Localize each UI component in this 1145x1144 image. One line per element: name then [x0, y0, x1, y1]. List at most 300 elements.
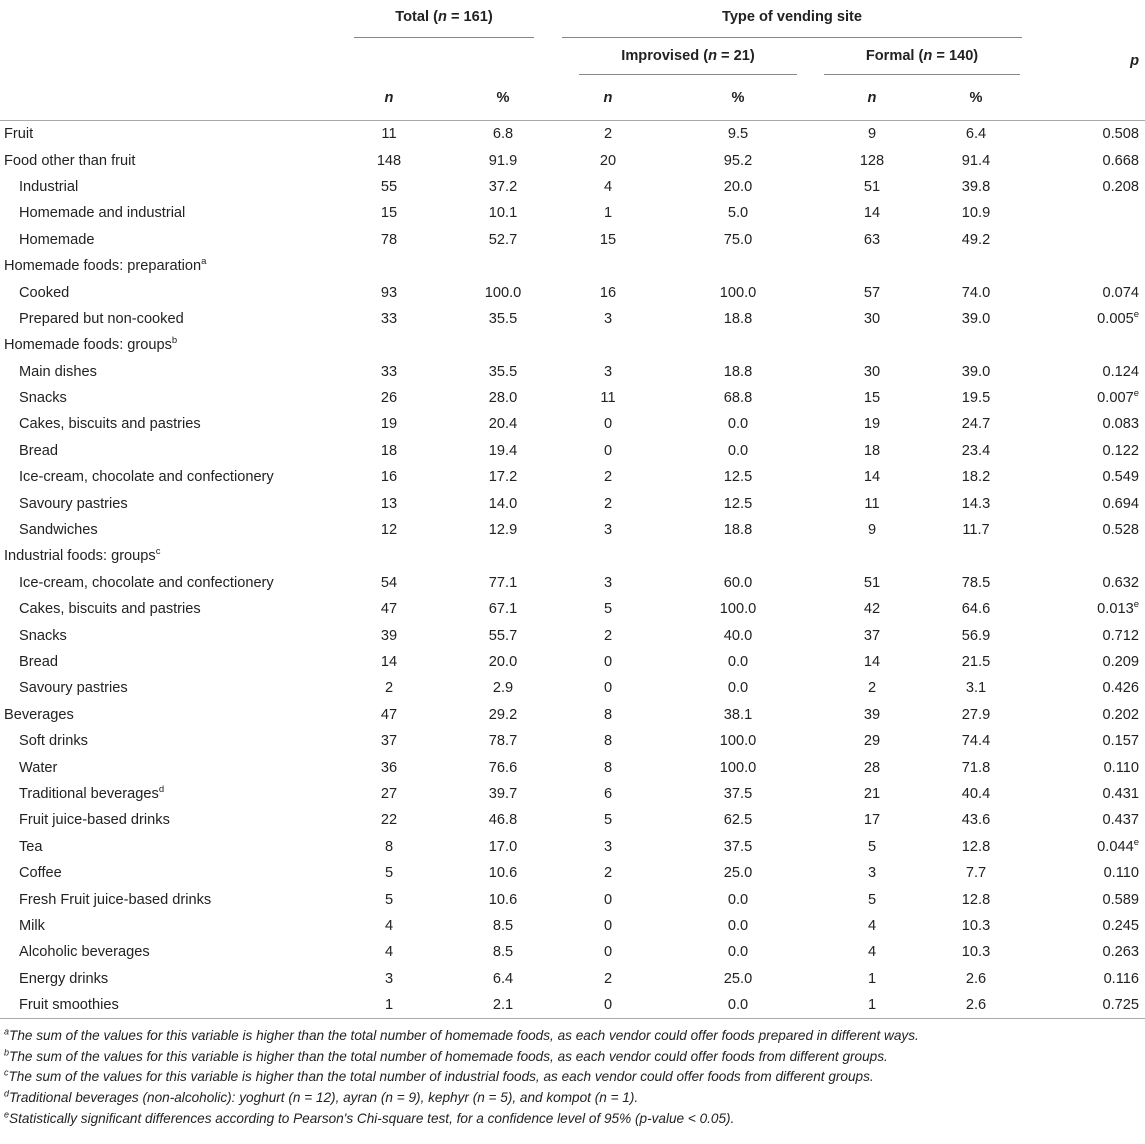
cell-improvised-pct: 62.5	[723, 812, 753, 829]
cell-improvised-pct: 5.0	[727, 205, 749, 222]
cell-improvised-n: 2	[603, 970, 613, 987]
cell-improvised-pct: 68.8	[723, 390, 753, 407]
row-label: Fruit	[4, 126, 34, 143]
cell-formal-pct: 39.0	[961, 310, 991, 327]
cell-p-value: 0.549	[1102, 469, 1139, 486]
footnote: $^c$The sum of the values for this variable is higher than the total number of industrial foods, as each vendor could offer foods from different groups.	[4, 1067, 874, 1085]
cell-formal-pct: 39.8	[961, 178, 991, 195]
cell-improvised-n: 2	[603, 126, 613, 143]
cell-improvised-pct: 100.0	[719, 284, 757, 301]
cell-formal-pct: 71.8	[961, 759, 991, 776]
cell-improvised-n: 0	[603, 944, 613, 961]
footnote: $^b$The sum of the values for this variable is higher than the total number of homemade foods, as each vendor could offer foods from different groups.	[4, 1047, 888, 1064]
cell-improvised-pct: 95.2	[723, 152, 753, 169]
table-row	[0, 411, 1145, 437]
row-label: Homemade foods: preparation$^a$	[4, 256, 207, 275]
table-row	[0, 781, 1145, 807]
cell-total-n: 47	[380, 601, 398, 618]
table-row	[0, 332, 1145, 358]
cell-improvised-pct: 0.0	[727, 680, 749, 697]
cell-total-pct	[448, 332, 558, 358]
footnote: $^a$The sum of the values for this variable is higher than the total number of homemade foods, as each vendor could offer foods prepared in different ways.	[4, 1026, 919, 1044]
cell-formal-pct: 43.6	[961, 812, 991, 829]
cell-total-pct: 10.6	[488, 891, 518, 908]
cell-improvised-pct: 100.0	[719, 733, 757, 750]
cell-improvised-n: 8	[603, 733, 613, 750]
cell-formal-pct: 24.7	[961, 416, 991, 433]
cell-formal-pct: 12.8	[961, 838, 991, 855]
cell-formal-pct: 11.7	[962, 522, 990, 539]
cell-p-value: 0.431	[1102, 785, 1139, 802]
cell-formal-pct: 78.5	[961, 574, 991, 591]
cell-formal-n: 63	[863, 231, 881, 248]
row-label: Water	[19, 759, 58, 776]
footnote-marker: d	[158, 784, 165, 796]
cell-formal-n: 4	[867, 944, 877, 961]
cell-formal-pct: 10.3	[961, 944, 991, 961]
row-label: Bread	[19, 442, 58, 459]
cell-improvised-pct: 12.5	[723, 495, 753, 512]
cell-formal-pct: 6.4	[965, 126, 987, 143]
significance-marker: e	[1133, 599, 1139, 611]
cell-improvised-pct: 100.0	[719, 759, 757, 776]
cell-total-pct: 20.4	[488, 416, 518, 433]
cell-p-value: 0.083	[1102, 416, 1139, 433]
cell-p-value	[1026, 543, 1145, 569]
cell-improvised-n: 6	[603, 785, 613, 802]
cell-improvised-n: 0	[603, 654, 613, 670]
cell-p-value: 0.426	[1102, 680, 1139, 697]
cell-formal-pct	[926, 543, 1026, 569]
cell-improvised-pct: 18.8	[723, 522, 753, 539]
cell-total-pct: 6.8	[492, 126, 514, 143]
cell-improvised-n: 0	[603, 680, 613, 697]
cell-total-pct: 8.5	[492, 917, 514, 934]
cell-formal-pct: 21.5	[961, 654, 991, 670]
table-row	[0, 359, 1145, 385]
cell-p-value: 0.110	[1103, 865, 1139, 882]
cell-total-n: 5	[384, 865, 394, 882]
cell-total-n: 39	[380, 627, 398, 644]
cell-total-n	[330, 253, 448, 279]
cell-improvised-n	[558, 253, 658, 279]
cell-formal-pct: 56.9	[961, 627, 991, 644]
cell-p-value: 0.116	[1103, 970, 1139, 987]
cell-improvised-n: 2	[603, 495, 613, 512]
cell-total-n: 15	[380, 205, 398, 222]
cell-improvised-pct: 12.5	[723, 469, 753, 486]
row-label: Homemade	[19, 231, 95, 248]
row-label: Main dishes	[19, 363, 97, 380]
cell-total-n: 14	[380, 654, 398, 670]
cell-formal-n: 3	[867, 865, 877, 882]
cell-total-pct: 77.1	[488, 574, 518, 591]
table-row	[0, 279, 1145, 305]
table-row	[0, 913, 1145, 939]
footnote-marker: c	[155, 546, 161, 558]
cell-total-pct: 2.9	[492, 680, 514, 697]
row-label: Savoury pastries	[19, 495, 128, 512]
cell-improvised-pct: 0.0	[727, 416, 749, 433]
cell-improvised-pct: 0.0	[727, 654, 749, 670]
cell-improvised-pct: 37.5	[723, 838, 753, 855]
header-improvised-text: Improvised (	[621, 47, 709, 64]
header-formal-n-col: n	[867, 90, 877, 106]
header-total-text: Total (	[395, 8, 438, 25]
footnote-mark: b	[4, 1047, 10, 1058]
cell-total-pct: 2.1	[448, 992, 558, 1019]
row-label: Ice-cream, chocolate and confectionery	[19, 469, 274, 486]
row-label: Fresh Fruit juice-based drinks	[19, 891, 212, 908]
cell-p-value: 0.712	[1102, 627, 1139, 644]
cell-total-n: 55	[380, 178, 398, 195]
cell-total-pct: 10.1	[488, 205, 518, 222]
cell-improvised-n: 2	[603, 627, 613, 644]
cell-formal-n: 14	[863, 469, 881, 486]
cell-total-n: 16	[380, 469, 398, 486]
cell-improvised-pct: 100.0	[719, 601, 757, 618]
header-formal-n: n	[923, 47, 933, 64]
row-label: Industrial foods: groups$^c$	[4, 546, 161, 565]
cell-formal-n: 19	[863, 416, 881, 433]
cell-improvised-pct: 0.0	[658, 992, 818, 1019]
cell-total-pct: 28.0	[488, 390, 518, 407]
table-row	[0, 385, 1145, 411]
row-label: Beverages	[4, 706, 74, 723]
cell-total-n: 4	[384, 944, 394, 961]
cell-p-value: 0.157	[1102, 733, 1139, 750]
cell-total-pct: 67.1	[488, 601, 518, 618]
cell-total-pct	[448, 253, 558, 279]
cell-p-value	[1026, 332, 1145, 358]
significance-marker: e	[1133, 309, 1139, 321]
cell-p-value: 0.589	[1102, 891, 1139, 908]
cell-formal-n	[818, 253, 926, 279]
cell-p-value: 0.694	[1102, 495, 1139, 512]
cell-improvised-n: 5	[603, 812, 613, 829]
cell-formal-n: 1	[818, 992, 926, 1019]
cell-p-value: 0.044e	[1097, 836, 1139, 855]
cell-total-pct: 20.0	[488, 654, 518, 670]
header-improvised-n-col: n	[603, 90, 613, 106]
cell-improvised-pct: 9.5	[727, 126, 749, 143]
cell-formal-n: 1	[867, 970, 877, 987]
cell-formal-n	[818, 543, 926, 569]
row-label: Fruit juice-based drinks	[19, 812, 170, 829]
cell-improvised-pct: 25.0	[723, 970, 753, 987]
cell-formal-n: 14	[863, 205, 881, 222]
table-row	[0, 438, 1145, 464]
cell-formal-pct: 91.4	[961, 152, 991, 169]
cell-formal-n: 28	[863, 759, 881, 776]
table-row	[0, 992, 1145, 1019]
cell-formal-n: 128	[859, 152, 885, 169]
cell-improvised-n: 8	[603, 706, 613, 723]
cell-p-value: 0.725	[1026, 992, 1145, 1019]
cell-formal-n: 30	[863, 363, 881, 380]
cell-formal-pct: 10.9	[961, 205, 991, 222]
cell-p-value: 0.668	[1102, 152, 1139, 169]
cell-total-n	[330, 332, 448, 358]
cell-improvised-pct: 0.0	[727, 891, 749, 908]
row-label: Alcoholic beverages	[19, 944, 150, 961]
cell-formal-n: 21	[863, 785, 881, 802]
cell-total-n: 78	[380, 231, 398, 248]
row-label: Industrial	[19, 178, 79, 195]
table-row	[0, 147, 1145, 173]
cell-p-value: 0.245	[1102, 917, 1139, 934]
cell-improvised-pct: 0.0	[727, 917, 749, 934]
cell-p-value	[1026, 253, 1145, 279]
cell-improvised-n: 8	[603, 759, 613, 776]
cell-formal-n: 2	[867, 680, 877, 697]
cell-total-n: 148	[376, 152, 402, 169]
table-row	[0, 174, 1145, 200]
cell-formal-pct: 2.6	[926, 992, 1026, 1019]
cell-formal-pct: 27.9	[961, 706, 991, 723]
row-label: Fruit smoothies	[0, 992, 330, 1019]
cell-total-pct: 35.5	[488, 310, 518, 327]
row-label: Savoury pastries	[19, 680, 128, 697]
cell-total-pct: 37.2	[488, 178, 518, 195]
cell-improvised-n: 0	[558, 992, 658, 1019]
cell-improvised-n: 15	[599, 231, 617, 248]
cell-improvised-n	[558, 543, 658, 569]
table-row	[0, 306, 1145, 332]
footnote-mark: e	[4, 1109, 10, 1120]
table-row	[0, 834, 1145, 860]
table-row	[0, 807, 1145, 833]
cell-improvised-pct: 20.0	[723, 178, 753, 195]
cell-total-n: 26	[380, 390, 398, 407]
cell-total-pct: 46.8	[488, 812, 518, 829]
cell-formal-pct: 14.3	[961, 495, 991, 512]
header-formal-text: Formal (	[865, 47, 924, 64]
cell-total-n: 47	[380, 706, 398, 723]
header-formal-pct-col: %	[969, 90, 983, 106]
cell-formal-pct: 3.1	[965, 680, 987, 697]
table-row	[0, 464, 1145, 490]
cell-total-pct: 78.7	[488, 733, 518, 750]
cell-formal-pct	[926, 253, 1026, 279]
row-label: Coffee	[19, 865, 62, 882]
cell-formal-n	[818, 332, 926, 358]
cell-improvised-n: 0	[603, 891, 613, 908]
cell-formal-pct: 18.2	[961, 469, 991, 486]
table-row	[0, 517, 1145, 543]
header-total-n: n	[437, 8, 447, 25]
cell-total-pct: 76.6	[488, 759, 518, 776]
header-total-pct-col: %	[496, 90, 510, 106]
cell-improvised-n: 5	[603, 601, 613, 618]
table-row	[0, 754, 1145, 780]
cell-improvised-n: 4	[603, 178, 613, 195]
cell-formal-pct: 12.8	[961, 891, 991, 908]
cell-formal-n: 51	[863, 178, 881, 195]
cell-p-value: 0.263	[1102, 944, 1139, 961]
cell-formal-n: 39	[863, 706, 881, 723]
cell-p-value: 0.110	[1103, 759, 1139, 776]
table-row	[0, 596, 1145, 622]
cell-total-n: 93	[380, 284, 398, 301]
cell-p-value: 0.122	[1102, 442, 1139, 459]
cell-formal-n: 51	[863, 574, 881, 591]
table-row	[0, 675, 1145, 701]
cell-formal-pct: 23.4	[961, 442, 991, 459]
cell-formal-n: 15	[863, 390, 881, 407]
table-header	[0, 0, 1145, 121]
row-label: Milk	[19, 917, 45, 934]
table-row	[0, 939, 1145, 965]
cell-formal-n: 30	[863, 310, 881, 327]
cell-improvised-n: 1	[603, 205, 613, 222]
cell-improvised-n	[558, 332, 658, 358]
cell-p-value	[1026, 200, 1145, 226]
table-row	[0, 622, 1145, 648]
cell-total-pct: 6.4	[492, 970, 514, 987]
cell-total-n: 13	[380, 495, 398, 512]
cell-improvised-n: 11	[600, 390, 616, 407]
cell-formal-n: 18	[863, 442, 881, 459]
cell-improvised-n: 3	[603, 522, 613, 539]
cell-formal-pct: 19.5	[961, 390, 991, 407]
header-type-of-vending-site	[558, 0, 1026, 46]
footnote-marker: b	[171, 335, 178, 347]
header-blank-p	[1026, 0, 1145, 46]
cell-total-pct: 17.2	[488, 469, 518, 486]
cell-p-value	[1026, 227, 1145, 253]
table-row	[0, 227, 1145, 253]
header-total-n-col: n	[384, 90, 394, 106]
cell-formal-pct: 74.0	[961, 284, 991, 301]
row-label: Cakes, biscuits and pastries	[19, 416, 201, 433]
cell-improvised-pct: 25.0	[723, 865, 753, 882]
cell-p-value: 0.202	[1102, 706, 1139, 723]
cell-formal-n: 29	[863, 733, 881, 750]
cell-improvised-n: 2	[603, 469, 613, 486]
cell-p-value: 0.007e	[1097, 388, 1139, 407]
row-label: Cooked	[19, 284, 70, 301]
footnote-mark: a	[4, 1026, 10, 1037]
row-label: Snacks	[19, 627, 67, 644]
row-label: Homemade foods: groups$^b$	[4, 335, 178, 354]
table-row	[0, 253, 1145, 279]
cell-total-pct: 19.4	[488, 442, 518, 459]
header-total	[330, 0, 558, 46]
cell-formal-pct: 49.2	[961, 231, 991, 248]
cell-total-n: 22	[380, 812, 398, 829]
table-row	[0, 886, 1145, 912]
footnote: $^d$Traditional beverages (non-alcoholic): yoghurt (n = 12), ayran (n = 9), kephyr (n = 5), and kompot (n = 1).	[4, 1088, 639, 1106]
header-improvised-n: n	[708, 47, 717, 64]
header-improvised-pct-col: %	[731, 90, 745, 106]
table-row	[0, 490, 1145, 516]
header-blank	[0, 0, 330, 46]
cell-p-value: 0.209	[1102, 654, 1139, 670]
cell-p-value: 0.005e	[1097, 309, 1139, 327]
cell-improvised-n: 3	[603, 310, 613, 327]
cell-total-pct: 39.7	[488, 785, 518, 802]
cell-total-pct: 17.0	[488, 838, 518, 855]
header-type-text: Type of vending site	[562, 9, 1022, 38]
cell-total-pct	[448, 543, 558, 569]
row-label: Sandwiches	[19, 522, 98, 539]
cell-total-n	[330, 543, 448, 569]
table-footnotes	[0, 1019, 1145, 1129]
cell-improvised-n: 3	[603, 574, 613, 591]
cell-improvised-pct: 18.8	[723, 310, 753, 327]
cell-total-pct: 52.7	[488, 231, 518, 248]
cell-total-pct: 91.9	[488, 152, 518, 169]
row-label: Homemade and industrial	[19, 205, 186, 222]
cell-total-pct: 55.7	[488, 627, 518, 644]
row-label: Energy drinks	[19, 970, 109, 987]
table-row	[0, 860, 1145, 886]
cell-total-n: 4	[384, 917, 394, 934]
cell-improvised-pct	[658, 332, 818, 358]
cell-formal-pct: 7.7	[965, 865, 987, 882]
cell-improvised-n: 2	[603, 865, 613, 882]
cell-improvised-pct: 0.0	[727, 944, 749, 961]
cell-formal-n: 5	[867, 891, 877, 908]
footnote-mark: c	[4, 1067, 9, 1078]
significance-marker: e	[1133, 836, 1139, 848]
row-label: Ice-cream, chocolate and confectionery	[19, 574, 274, 591]
row-label: Food other than fruit	[4, 152, 136, 169]
cell-total-n: 12	[380, 522, 398, 539]
footnote-marker: a	[201, 256, 207, 268]
header-p: p	[1130, 53, 1139, 69]
cell-total-n: 11	[381, 126, 397, 143]
cell-total-n: 19	[380, 416, 398, 433]
cell-improvised-n: 3	[603, 838, 613, 855]
cell-p-value: 0.508	[1102, 126, 1139, 143]
cell-total-n: 3	[384, 970, 394, 987]
table-row	[0, 543, 1145, 569]
cell-formal-n: 17	[863, 812, 881, 829]
cell-formal-n: 42	[863, 601, 881, 618]
row-label: Cakes, biscuits and pastries	[19, 601, 201, 618]
cell-p-value: 0.632	[1102, 574, 1139, 591]
cell-p-value: 0.208	[1102, 178, 1139, 195]
cell-improvised-n: 20	[599, 152, 617, 169]
cell-improvised-pct: 18.8	[723, 363, 753, 380]
table-row	[0, 121, 1145, 148]
cell-formal-n: 11	[864, 495, 880, 512]
table-row	[0, 702, 1145, 728]
cell-formal-n: 5	[867, 838, 877, 855]
cell-total-pct: 10.6	[488, 865, 518, 882]
row-label: Tea	[19, 838, 43, 855]
table-row	[0, 728, 1145, 754]
cell-formal-n: 4	[867, 917, 877, 934]
table-row	[0, 966, 1145, 992]
cell-p-value: 0.013e	[1097, 599, 1139, 618]
cell-total-n: 5	[384, 891, 394, 908]
cell-formal-n: 9	[867, 522, 877, 539]
header-formal	[818, 46, 1026, 76]
cell-improvised-n: 3	[603, 363, 613, 380]
table-row	[0, 200, 1145, 226]
header-improvised-rest: = 21)	[716, 47, 755, 64]
cell-formal-pct: 39.0	[961, 363, 991, 380]
cell-improvised-n: 0	[603, 416, 613, 433]
cell-total-pct: 12.9	[488, 522, 518, 539]
cell-improvised-pct	[658, 543, 818, 569]
cell-improvised-pct: 37.5	[723, 785, 753, 802]
cell-formal-n: 57	[863, 284, 881, 301]
cell-total-n: 18	[380, 442, 398, 459]
